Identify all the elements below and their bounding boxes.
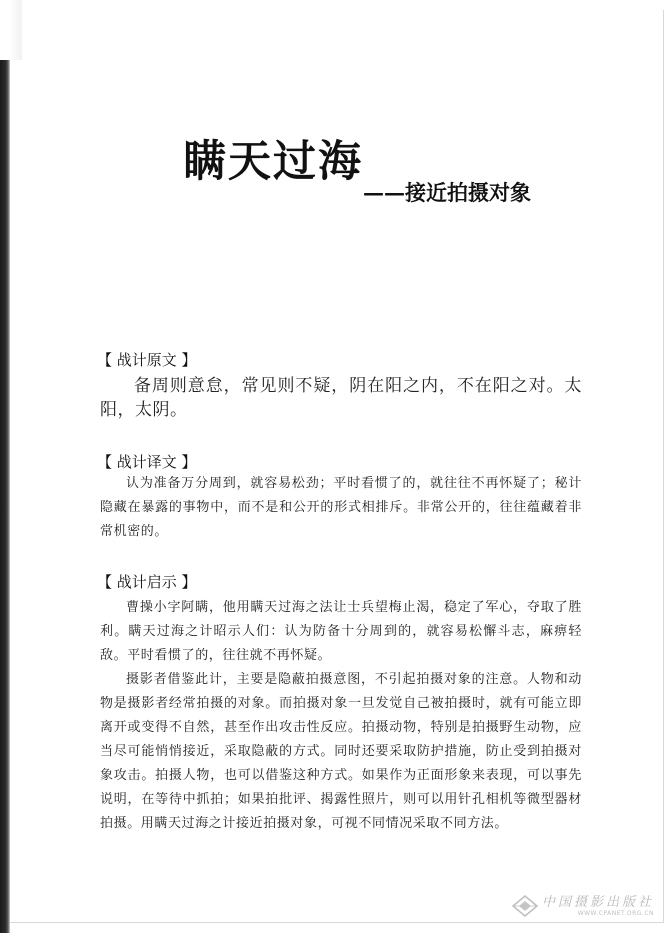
page-subtitle: ——接近拍摄对象 [363, 180, 531, 205]
paragraph-translation: 认为准备万分周到，就容易松劲；平时看惯了的，就往往不再怀疑了；秘计隐藏在暴露的事物中，而不是和公开的形式相排斥。非常公开的，往往蕴藏着非常机密的。 [100, 476, 582, 539]
paragraph-original-text: 备周则意怠，常见则不疑，阴在阳之内，不在阳之对。太阳，太阴。 [100, 376, 582, 420]
paragraph-insight-1: 曹操小字阿瞒，他用瞒天过海之法让士兵望梅止渴，稳定了军心，夺取了胜利。瞒天过海之计昭示人们：认为防备十分周到的，就容易松懈斗志，麻痹轻敌。平时看惯了的，往往就不再怀疑。 [100, 600, 582, 663]
section-heading-translation: 【 战计译文 】 [97, 453, 197, 471]
page-bottom-edge [10, 922, 664, 923]
book-spine-shadow [0, 0, 10, 933]
watermark-text-cn: 中国摄影出版社 [541, 895, 654, 910]
page-title: 瞒天过海 [183, 137, 363, 187]
paragraph-insight-2: 摄影者借鉴此计，主要是隐蔽拍摄意图，不引起拍摄对象的注意。人物和动物是摄影者经常拍摄的对象。而拍摄对象一旦发觉自己被拍摄时，就有可能立即离开或变得不自然，甚至作出攻击性反应。拍摄动物，特别是拍摄野生动物，应当尽可能悄悄接近，采取隐蔽的方式。同时还要采取防护措施，防止受到拍摄对象攻击。拍摄人物，也可以借鉴这种方式。如果作为正面形象来表现，可以事先说明，在等待中抓拍；如果拍批评、揭露性照片，则可以用针孔相机等微型器材拍摄。用瞒天过海之计接近拍摄对象，可视不同情况采取不同方法。 [100, 672, 582, 831]
section-heading-original-text: 【 战计原文 】 [97, 351, 197, 369]
publisher-watermark [512, 891, 654, 917]
page-right-edge [663, 10, 664, 923]
page-corner-highlight [0, 0, 22, 60]
watermark-text-en: WWW.CPANET.ORG.CN [577, 910, 654, 917]
publisher-emblem-icon [512, 895, 538, 917]
section-heading-insight: 【 战计启示 】 [97, 573, 197, 591]
